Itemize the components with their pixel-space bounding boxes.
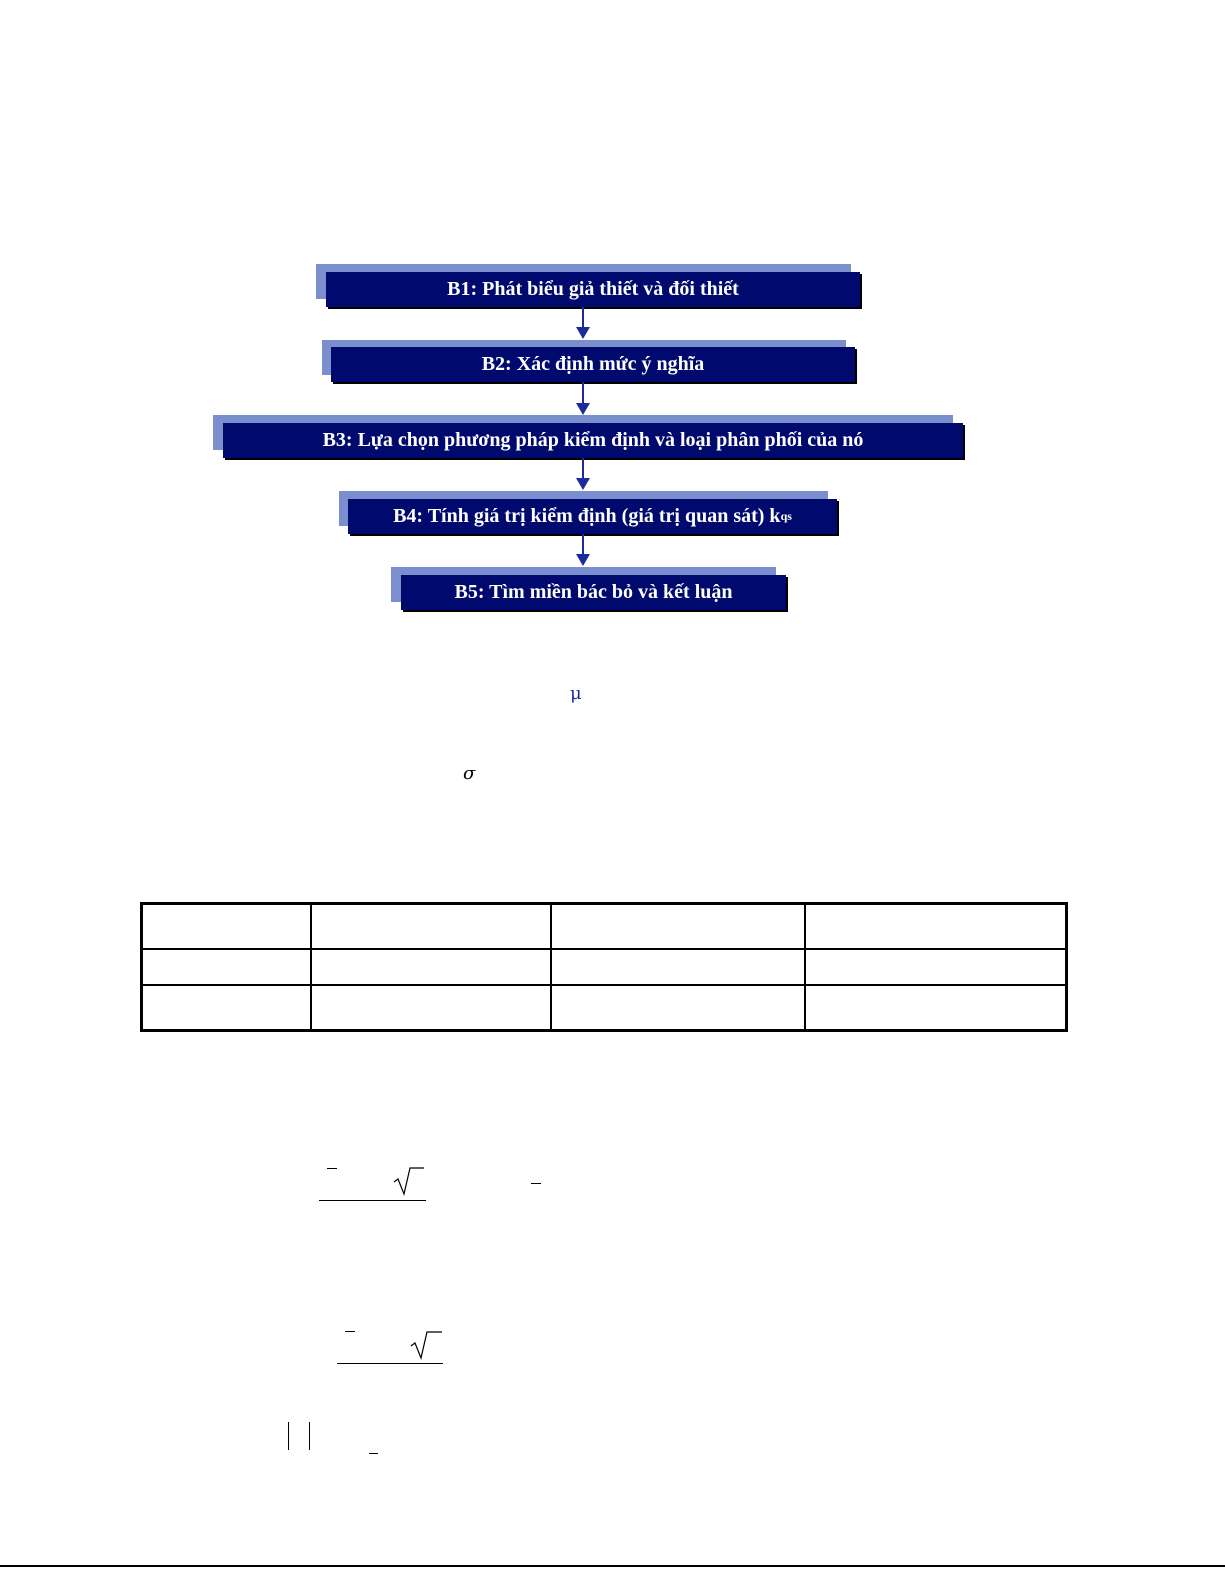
mu-symbol: μ xyxy=(570,683,582,704)
flow-step-4-label: B4: Tính giá trị kiểm định (giá trị quan sát) k qs xyxy=(348,499,837,534)
flow-arrow-2 xyxy=(576,382,590,415)
table-cell xyxy=(311,904,551,949)
table-cell xyxy=(142,949,312,985)
table-row xyxy=(142,949,1067,985)
table-cell xyxy=(805,949,1067,985)
sigma-symbol: σ xyxy=(463,763,476,784)
sqrt-icon xyxy=(410,1330,443,1360)
table-cell xyxy=(142,985,312,1030)
table-cell xyxy=(311,985,551,1030)
table-cell xyxy=(805,904,1067,949)
flow-step-5-label: B5: Tìm miền bác bỏ và kết luận xyxy=(401,575,786,610)
flow-step-3-label: B3: Lựa chọn phương pháp kiểm định và loại phân phối của nó xyxy=(223,423,963,458)
table-cell xyxy=(551,949,805,985)
table-row xyxy=(142,985,1067,1030)
sqrt-icon xyxy=(393,1166,425,1196)
table-cell xyxy=(142,904,312,949)
flow-arrow-3 xyxy=(576,458,590,490)
flow-arrow-4 xyxy=(576,534,590,566)
table-cell xyxy=(805,985,1067,1030)
data-table xyxy=(140,902,1068,1032)
table-row xyxy=(142,904,1067,949)
table-cell xyxy=(551,985,805,1030)
flow-step-2-label: B2: Xác định mức ý nghĩa xyxy=(331,347,855,382)
flow-step-1-label: B1: Phát biểu giả thiết và đối thiết xyxy=(326,272,860,307)
page-bottom-rule xyxy=(0,1565,1225,1567)
table-cell xyxy=(311,949,551,985)
table-cell xyxy=(551,904,805,949)
flow-arrow-1 xyxy=(576,307,590,339)
